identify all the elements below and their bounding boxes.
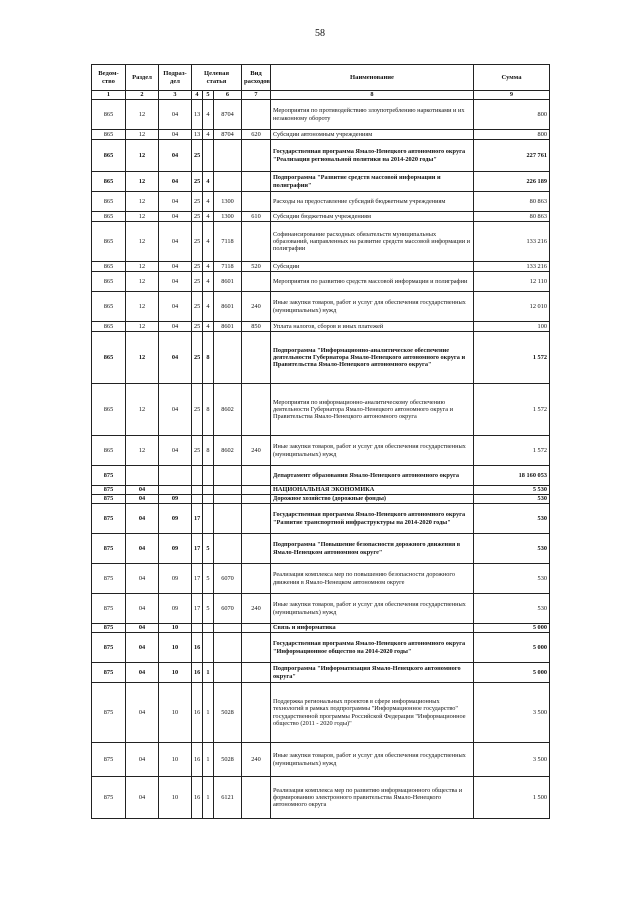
cell-vedomstvo: 865 (92, 130, 126, 140)
cell-celevaya-b: 4 (203, 212, 214, 222)
cell-razdel: 04 (126, 495, 159, 504)
cell-celevaya-a: 17 (192, 564, 203, 594)
cell-celevaya-c: 1300 (214, 192, 242, 212)
header-razdel: Раздел (126, 65, 159, 91)
cell-celevaya-c: 8601 (214, 272, 242, 292)
table-row (92, 272, 550, 292)
cell-podrazdel: 09 (159, 504, 192, 534)
cell-name: Субсидии бюджетным учреждениям (271, 212, 474, 222)
cell-name: Мероприятия по противодействию злоупотреблению наркотиками и их незаконному обороту (271, 100, 474, 130)
cell-celevaya-b: 4 (203, 130, 214, 140)
cell-razdel: 12 (126, 384, 159, 436)
index-cell: 2 (126, 91, 159, 100)
index-cell: 5 (203, 91, 214, 100)
cell-vid: 240 (242, 743, 271, 777)
cell-razdel: 12 (126, 272, 159, 292)
cell-podrazdel: 04 (159, 262, 192, 272)
cell-vid: 620 (242, 130, 271, 140)
cell-name: Расходы на предоставление субсидий бюджетным учреждениям (271, 192, 474, 212)
cell-vid (242, 504, 271, 534)
cell-razdel: 12 (126, 172, 159, 192)
index-cell: 6 (214, 91, 242, 100)
cell-celevaya-a: 16 (192, 633, 203, 663)
table-row (92, 222, 550, 262)
cell-vedomstvo: 865 (92, 322, 126, 332)
table-row (92, 486, 550, 495)
cell-celevaya-c (214, 172, 242, 192)
cell-celevaya-c: 8601 (214, 322, 242, 332)
cell-razdel: 04 (126, 564, 159, 594)
cell-sum: 227 761 (474, 140, 550, 172)
table-row (92, 534, 550, 564)
cell-celevaya-c: 8602 (214, 384, 242, 436)
cell-celevaya-b (203, 466, 214, 486)
cell-sum: 530 (474, 534, 550, 564)
cell-vedomstvo: 875 (92, 633, 126, 663)
index-row (92, 91, 550, 100)
cell-vid (242, 777, 271, 819)
cell-celevaya-a: 25 (192, 192, 203, 212)
cell-sum: 226 189 (474, 172, 550, 192)
cell-vid (242, 663, 271, 683)
cell-celevaya-a: 25 (192, 172, 203, 192)
cell-name: Иные закупки товаров, работ и услуг для обеспечения государственных (муниципальных) нужд (271, 292, 474, 322)
cell-sum: 18 160 053 (474, 466, 550, 486)
cell-razdel: 04 (126, 743, 159, 777)
cell-vedomstvo: 875 (92, 683, 126, 743)
header-summa: Сумма (474, 65, 550, 91)
cell-celevaya-a: 16 (192, 777, 203, 819)
cell-razdel: 12 (126, 130, 159, 140)
cell-celevaya-a (192, 486, 203, 495)
cell-razdel: 12 (126, 436, 159, 466)
cell-podrazdel: 04 (159, 212, 192, 222)
cell-name: Поддержка региональных проектов в сфере информационных технологий в рамках подпрограммы "Информационное государство" государственной программы Российской Федерации "Информационное общество (2011 - 2020 годы)" (271, 683, 474, 743)
cell-podrazdel: 04 (159, 100, 192, 130)
header-name: Наименование (271, 65, 474, 91)
cell-name: Субсидии автономным учреждениям (271, 130, 474, 140)
cell-name: Подпрограмма "Информационно-аналитическое обеспечение деятельности Губернатора Ямало-Ненецкого автономного округа и Правительства Ямало-Ненецкого автономного округа" (271, 332, 474, 384)
cell-podrazdel: 04 (159, 436, 192, 466)
cell-name: НАЦИОНАЛЬНАЯ ЭКОНОМИКА (271, 486, 474, 495)
table-row (92, 436, 550, 466)
cell-vedomstvo: 865 (92, 332, 126, 384)
cell-vid: 240 (242, 436, 271, 466)
cell-vid (242, 683, 271, 743)
cell-razdel: 04 (126, 594, 159, 624)
cell-vid (242, 222, 271, 262)
cell-celevaya-b: 4 (203, 100, 214, 130)
table-row (92, 777, 550, 819)
cell-celevaya-b: 8 (203, 384, 214, 436)
cell-podrazdel: 04 (159, 332, 192, 384)
cell-razdel: 12 (126, 140, 159, 172)
cell-sum: 5 530 (474, 486, 550, 495)
cell-sum: 5 000 (474, 624, 550, 633)
cell-celevaya-c (214, 486, 242, 495)
cell-podrazdel (159, 486, 192, 495)
cell-podrazdel: 10 (159, 633, 192, 663)
cell-vedomstvo: 865 (92, 222, 126, 262)
cell-celevaya-b (203, 504, 214, 534)
cell-celevaya-c (214, 504, 242, 534)
cell-name: Подпрограмма "Развитие средств массовой информации и полиграфии" (271, 172, 474, 192)
header-vedomstvo: Ведом-ство (92, 65, 126, 91)
cell-sum: 80 863 (474, 212, 550, 222)
cell-celevaya-a: 17 (192, 504, 203, 534)
cell-sum: 5 000 (474, 633, 550, 663)
cell-vid (242, 534, 271, 564)
cell-vedomstvo: 875 (92, 466, 126, 486)
cell-vedomstvo: 865 (92, 436, 126, 466)
cell-sum: 133 216 (474, 222, 550, 262)
table-row (92, 564, 550, 594)
cell-sum: 1 572 (474, 384, 550, 436)
cell-vid (242, 192, 271, 212)
cell-celevaya-c: 7118 (214, 262, 242, 272)
cell-vid: 850 (242, 322, 271, 332)
cell-celevaya-c: 8602 (214, 436, 242, 466)
table-row (92, 384, 550, 436)
cell-podrazdel: 09 (159, 594, 192, 624)
cell-celevaya-b: 8 (203, 436, 214, 466)
cell-vid: 240 (242, 292, 271, 322)
cell-vid (242, 332, 271, 384)
cell-razdel: 04 (126, 777, 159, 819)
cell-celevaya-b: 1 (203, 683, 214, 743)
cell-celevaya-a: 25 (192, 322, 203, 332)
cell-celevaya-c (214, 140, 242, 172)
table-row (92, 172, 550, 192)
cell-celevaya-c: 5028 (214, 683, 242, 743)
cell-celevaya-b: 4 (203, 262, 214, 272)
cell-vid: 520 (242, 262, 271, 272)
table-row (92, 504, 550, 534)
page-number: 58 (315, 28, 325, 39)
cell-vedomstvo: 865 (92, 384, 126, 436)
cell-sum: 100 (474, 322, 550, 332)
cell-celevaya-a: 25 (192, 222, 203, 262)
index-cell: 7 (242, 91, 271, 100)
cell-podrazdel: 04 (159, 192, 192, 212)
cell-name: Иные закупки товаров, работ и услуг для обеспечения государственных (муниципальных) нужд (271, 743, 474, 777)
cell-vid: 610 (242, 212, 271, 222)
cell-sum: 530 (474, 564, 550, 594)
cell-celevaya-b (203, 624, 214, 633)
cell-vedomstvo: 875 (92, 564, 126, 594)
cell-name: Департамент образования Ямало-Ненецкого автономного округа (271, 466, 474, 486)
cell-name: Иные закупки товаров, работ и услуг для обеспечения государственных (муниципальных) нужд (271, 436, 474, 466)
cell-celevaya-a: 25 (192, 262, 203, 272)
cell-name: Государственная программа Ямало-Ненецкого автономного округа "Реализация региональной политики на 2014-2020 годы" (271, 140, 474, 172)
cell-vid (242, 495, 271, 504)
cell-razdel: 12 (126, 222, 159, 262)
cell-sum: 80 863 (474, 192, 550, 212)
header-podrazdel: Подраз-дел (159, 65, 192, 91)
cell-celevaya-b (203, 140, 214, 172)
cell-celevaya-b: 1 (203, 777, 214, 819)
cell-celevaya-c: 6070 (214, 564, 242, 594)
cell-vedomstvo: 865 (92, 192, 126, 212)
cell-name: Дорожное хозяйство (дорожные фонды) (271, 495, 474, 504)
cell-vedomstvo: 865 (92, 212, 126, 222)
cell-razdel: 04 (126, 504, 159, 534)
cell-celevaya-a: 25 (192, 332, 203, 384)
cell-podrazdel: 04 (159, 222, 192, 262)
cell-name: Иные закупки товаров, работ и услуг для обеспечения государственных (муниципальных) нужд (271, 594, 474, 624)
cell-celevaya-c: 5028 (214, 743, 242, 777)
header-row (92, 65, 550, 91)
cell-name: Уплата налогов, сборов и иных платежей (271, 322, 474, 332)
cell-razdel: 04 (126, 663, 159, 683)
cell-razdel: 12 (126, 192, 159, 212)
cell-celevaya-a: 25 (192, 212, 203, 222)
cell-podrazdel: 10 (159, 624, 192, 633)
cell-name: Мероприятия по развитию средств массовой информации и полиграфии (271, 272, 474, 292)
cell-vedomstvo: 875 (92, 777, 126, 819)
cell-vedomstvo: 865 (92, 140, 126, 172)
table-row (92, 332, 550, 384)
cell-vid (242, 100, 271, 130)
cell-celevaya-a: 17 (192, 594, 203, 624)
cell-sum: 12 110 (474, 272, 550, 292)
cell-vid (242, 172, 271, 192)
cell-name: Реализация комплекса мер по развитию информационного общества и формированию электронного правительства Ямало-Ненецкого автономного округа (271, 777, 474, 819)
cell-celevaya-c: 6121 (214, 777, 242, 819)
cell-name: Государственная программа Ямало-Ненецкого автономного округа "Развитие транспортной инфраструктуры на 2014-2020 годы" (271, 504, 474, 534)
cell-celevaya-c: 1300 (214, 212, 242, 222)
cell-sum: 530 (474, 594, 550, 624)
table-row (92, 262, 550, 272)
cell-celevaya-a: 13 (192, 130, 203, 140)
cell-podrazdel: 10 (159, 777, 192, 819)
cell-celevaya-a: 16 (192, 663, 203, 683)
index-cell: 4 (192, 91, 203, 100)
cell-celevaya-c (214, 466, 242, 486)
cell-celevaya-c (214, 633, 242, 663)
cell-sum: 133 216 (474, 262, 550, 272)
header-vid: Вид расходов (242, 65, 271, 91)
cell-vid (242, 384, 271, 436)
cell-razdel: 04 (126, 534, 159, 564)
cell-vedomstvo: 865 (92, 262, 126, 272)
cell-sum: 1 572 (474, 436, 550, 466)
cell-celevaya-b: 1 (203, 663, 214, 683)
table-row (92, 292, 550, 322)
cell-podrazdel: 10 (159, 683, 192, 743)
index-cell: 3 (159, 91, 192, 100)
cell-vedomstvo: 865 (92, 172, 126, 192)
table-row (92, 192, 550, 212)
budget-table (91, 64, 550, 819)
table-row (92, 633, 550, 663)
cell-podrazdel: 04 (159, 322, 192, 332)
header-celevaya: Целевая статья (192, 65, 242, 91)
table-row (92, 100, 550, 130)
cell-name: Подпрограмма "Информатизация Ямало-Ненецкого автономного округа" (271, 663, 474, 683)
cell-razdel: 12 (126, 100, 159, 130)
cell-sum: 1 500 (474, 777, 550, 819)
table-row (92, 322, 550, 332)
cell-celevaya-a: 13 (192, 100, 203, 130)
cell-podrazdel: 04 (159, 384, 192, 436)
cell-sum: 530 (474, 504, 550, 534)
cell-name: Государственная программа Ямало-Ненецкого автономного округа "Информационное общество на 2014-2020 годы" (271, 633, 474, 663)
cell-celevaya-b: 4 (203, 292, 214, 322)
cell-vid (242, 564, 271, 594)
cell-celevaya-b: 4 (203, 322, 214, 332)
cell-razdel: 04 (126, 683, 159, 743)
cell-vid (242, 624, 271, 633)
cell-vedomstvo: 865 (92, 292, 126, 322)
cell-razdel: 12 (126, 292, 159, 322)
cell-podrazdel: 04 (159, 272, 192, 292)
cell-vedomstvo: 875 (92, 534, 126, 564)
cell-razdel: 12 (126, 322, 159, 332)
cell-vid (242, 466, 271, 486)
cell-name: Реализация комплекса мер по повышению безопасности дорожного движения в Ямало-Ненецком автономном округе (271, 564, 474, 594)
cell-celevaya-c: 7118 (214, 222, 242, 262)
cell-vedomstvo: 865 (92, 100, 126, 130)
cell-celevaya-b (203, 486, 214, 495)
index-cell: 8 (271, 91, 474, 100)
cell-vedomstvo: 875 (92, 504, 126, 534)
cell-sum: 800 (474, 130, 550, 140)
cell-podrazdel: 04 (159, 130, 192, 140)
cell-vid: 240 (242, 594, 271, 624)
table-row (92, 212, 550, 222)
cell-podrazdel: 04 (159, 140, 192, 172)
cell-celevaya-a: 16 (192, 683, 203, 743)
cell-celevaya-a: 25 (192, 140, 203, 172)
cell-celevaya-b: 4 (203, 222, 214, 262)
cell-celevaya-b: 4 (203, 172, 214, 192)
cell-celevaya-a (192, 495, 203, 504)
cell-vid (242, 140, 271, 172)
cell-name: Подпрограмма "Повышение безопасности дорожного движения в Ямало-Ненецком автономном округе" (271, 534, 474, 564)
cell-sum: 3 500 (474, 743, 550, 777)
cell-name: Субсидии (271, 262, 474, 272)
cell-celevaya-c (214, 332, 242, 384)
cell-vedomstvo: 875 (92, 486, 126, 495)
cell-celevaya-a: 17 (192, 534, 203, 564)
index-cell: 9 (474, 91, 550, 100)
cell-name: Софинансирование расходных обязательств муниципальных образований, направленных на развитие средств массовой информации и полиграфии (271, 222, 474, 262)
cell-vedomstvo: 875 (92, 663, 126, 683)
cell-celevaya-c (214, 624, 242, 633)
index-cell: 1 (92, 91, 126, 100)
cell-celevaya-b: 1 (203, 743, 214, 777)
cell-podrazdel: 09 (159, 564, 192, 594)
cell-sum: 800 (474, 100, 550, 130)
table-row (92, 663, 550, 683)
cell-celevaya-b: 5 (203, 594, 214, 624)
table-body (92, 100, 550, 819)
cell-vid (242, 272, 271, 292)
cell-razdel: 12 (126, 332, 159, 384)
cell-celevaya-a: 25 (192, 436, 203, 466)
cell-podrazdel: 04 (159, 292, 192, 322)
cell-celevaya-b: 5 (203, 534, 214, 564)
cell-razdel: 12 (126, 262, 159, 272)
cell-podrazdel: 09 (159, 495, 192, 504)
cell-celevaya-c (214, 495, 242, 504)
cell-podrazdel: 10 (159, 663, 192, 683)
cell-razdel: 04 (126, 633, 159, 663)
cell-celevaya-c: 8601 (214, 292, 242, 322)
table-row (92, 495, 550, 504)
cell-sum: 1 572 (474, 332, 550, 384)
cell-celevaya-a: 25 (192, 272, 203, 292)
cell-celevaya-b: 8 (203, 332, 214, 384)
cell-vedomstvo: 865 (92, 272, 126, 292)
cell-vid (242, 486, 271, 495)
cell-celevaya-c: 6070 (214, 594, 242, 624)
cell-razdel: 04 (126, 486, 159, 495)
cell-sum: 12 010 (474, 292, 550, 322)
cell-celevaya-a (192, 466, 203, 486)
table-row (92, 130, 550, 140)
cell-podrazdel: 09 (159, 534, 192, 564)
cell-celevaya-a: 25 (192, 292, 203, 322)
cell-celevaya-b: 4 (203, 192, 214, 212)
cell-sum: 3 500 (474, 683, 550, 743)
cell-celevaya-c (214, 534, 242, 564)
cell-podrazdel (159, 466, 192, 486)
cell-vedomstvo: 875 (92, 743, 126, 777)
cell-celevaya-b: 4 (203, 272, 214, 292)
cell-celevaya-b (203, 633, 214, 663)
table-row (92, 683, 550, 743)
cell-vedomstvo: 875 (92, 594, 126, 624)
table-row (92, 140, 550, 172)
cell-podrazdel: 10 (159, 743, 192, 777)
table-row (92, 624, 550, 633)
cell-name: Мероприятия по информационно-аналитическому обеспечению деятельности Губернатора Ямало-Ненецкого автономного округа и Правительства Ямало-Ненецкого автономного округа (271, 384, 474, 436)
cell-name: Связь и информатика (271, 624, 474, 633)
cell-vedomstvo: 875 (92, 495, 126, 504)
cell-sum: 5 000 (474, 663, 550, 683)
cell-podrazdel: 04 (159, 172, 192, 192)
cell-vid (242, 633, 271, 663)
table-row (92, 743, 550, 777)
cell-celevaya-a (192, 624, 203, 633)
cell-razdel: 12 (126, 212, 159, 222)
cell-razdel (126, 466, 159, 486)
cell-vedomstvo: 875 (92, 624, 126, 633)
cell-celevaya-c (214, 663, 242, 683)
cell-celevaya-c: 8704 (214, 130, 242, 140)
table-row (92, 466, 550, 486)
cell-sum: 530 (474, 495, 550, 504)
cell-celevaya-a: 25 (192, 384, 203, 436)
table-row (92, 594, 550, 624)
cell-celevaya-b: 5 (203, 564, 214, 594)
cell-celevaya-a: 16 (192, 743, 203, 777)
cell-celevaya-c: 8704 (214, 100, 242, 130)
cell-celevaya-b (203, 495, 214, 504)
cell-razdel: 04 (126, 624, 159, 633)
